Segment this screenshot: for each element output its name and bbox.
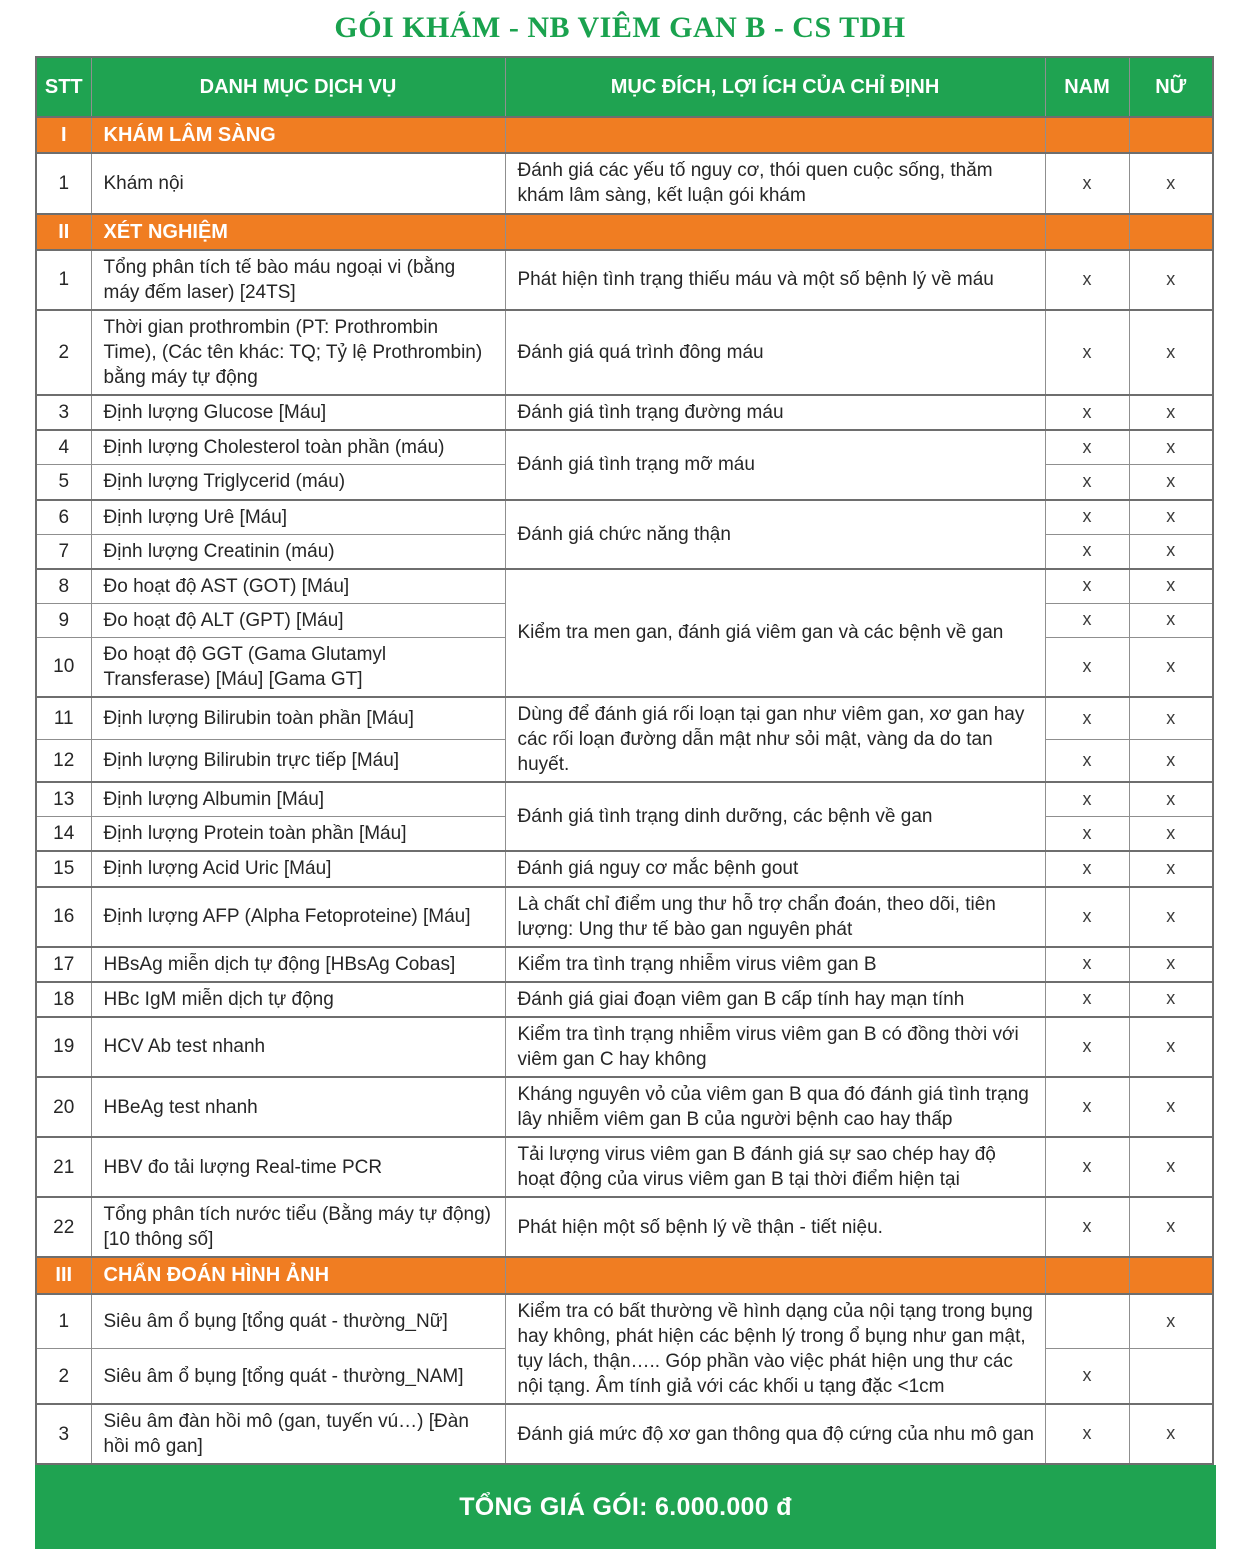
cell-stt: 1 (36, 1294, 91, 1349)
cell-purpose: Đánh giá quá trình đông máu (505, 310, 1045, 395)
cell-purpose: Đánh giá tình trạng đường máu (505, 395, 1045, 430)
cell-purpose: Đánh giá chức năng thận (505, 500, 1045, 569)
cell-male: x (1045, 637, 1129, 697)
cell-stt: 18 (36, 982, 91, 1017)
cell-purpose: Kháng nguyên vỏ của viêm gan B qua đó đánh giá tình trạng lây nhiễm viêm gan B của người bệnh cao hay thấp (505, 1077, 1045, 1137)
cell-service: HBsAg miễn dịch tự động [HBsAg Cobas] (91, 947, 505, 982)
cell-service: Định lượng Bilirubin toàn phần [Máu] (91, 697, 505, 740)
cell-service: Định lượng Urê [Máu] (91, 500, 505, 535)
cell-stt: 3 (36, 395, 91, 430)
cell-stt: 7 (36, 534, 91, 569)
cell-male: x (1045, 153, 1129, 213)
cell-purpose: Kiểm tra tình trạng nhiễm virus viêm gan B có đồng thời với viêm gan C hay không (505, 1017, 1045, 1077)
cell-male: x (1045, 250, 1129, 310)
section-empty-purpose (505, 117, 1045, 153)
cell-female: x (1129, 395, 1213, 430)
cell-male: x (1045, 1349, 1129, 1404)
cell-male: x (1045, 430, 1129, 465)
cell-female: x (1129, 1197, 1213, 1257)
section-title: XÉT NGHIỆM (91, 214, 505, 250)
cell-purpose: Đánh giá nguy cơ mắc bệnh gout (505, 851, 1045, 886)
page-title: GÓI KHÁM - NB VIÊM GAN B - CS TDH (334, 11, 906, 44)
cell-male: x (1045, 603, 1129, 637)
cell-female: x (1129, 250, 1213, 310)
section-empty-purpose (505, 214, 1045, 250)
cell-male: x (1045, 310, 1129, 395)
table-row (36, 1137, 1213, 1197)
section-empty-female (1129, 214, 1213, 250)
cell-stt: 19 (36, 1017, 91, 1077)
table-row (36, 1077, 1213, 1137)
table-header-row (36, 57, 1213, 117)
cell-male: x (1045, 982, 1129, 1017)
cell-service: Tổng phân tích nước tiểu (Bằng máy tự động) [10 thông số] (91, 1197, 505, 1257)
cell-purpose: Kiểm tra có bất thường về hình dạng của nội tạng trong bụng hay không, phát hiện các bệnh lý trong ổ bụng như gan mật, tụy lách, thận….. Góp phần vào việc phát hiện ung thư các nội tạng. Âm tính giả với các khối u tạng đặc <1cm (505, 1294, 1045, 1404)
cell-service: Siêu âm đàn hồi mô (gan, tuyến vú…) [Đàn hồi mô gan] (91, 1404, 505, 1464)
cell-female: x (1129, 982, 1213, 1017)
cell-female: x (1129, 569, 1213, 604)
table-body (36, 117, 1213, 1464)
header-service: DANH MỤC DỊCH VỤ (91, 57, 505, 117)
cell-purpose: Kiểm tra men gan, đánh giá viêm gan và các bệnh về gan (505, 569, 1045, 697)
cell-female: x (1129, 153, 1213, 213)
section-title: KHÁM LÂM SÀNG (91, 117, 505, 153)
section-numeral: II (36, 214, 91, 250)
cell-female: x (1129, 697, 1213, 740)
table-row (36, 1197, 1213, 1257)
cell-female: x (1129, 637, 1213, 697)
cell-female: x (1129, 1404, 1213, 1464)
cell-service: HBeAg test nhanh (91, 1077, 505, 1137)
cell-female: x (1129, 310, 1213, 395)
cell-stt: 14 (36, 817, 91, 852)
cell-purpose: Phát hiện tình trạng thiếu máu và một số bệnh lý về máu (505, 250, 1045, 310)
section-empty-female (1129, 117, 1213, 153)
cell-stt: 8 (36, 569, 91, 604)
cell-female: x (1129, 1017, 1213, 1077)
table-row (36, 851, 1213, 886)
section-header-row (36, 117, 1213, 153)
cell-stt: 6 (36, 500, 91, 535)
table-row (36, 569, 1213, 604)
table-row (36, 782, 1213, 817)
cell-service: Đo hoạt độ AST (GOT) [Máu] (91, 569, 505, 604)
cell-purpose: Là chất chỉ điểm ung thư hỗ trợ chẩn đoán, theo dõi, tiên lượng: Ung thư tế bào gan nguyên phát (505, 887, 1045, 947)
cell-male: x (1045, 817, 1129, 852)
cell-purpose: Đánh giá mức độ xơ gan thông qua độ cứng của nhu mô gan (505, 1404, 1045, 1464)
section-empty-female (1129, 1257, 1213, 1293)
cell-service: Định lượng Albumin [Máu] (91, 782, 505, 817)
cell-male: x (1045, 1197, 1129, 1257)
cell-male: x (1045, 740, 1129, 783)
cell-service: Định lượng Acid Uric [Máu] (91, 851, 505, 886)
cell-male: x (1045, 1404, 1129, 1464)
cell-female: x (1129, 430, 1213, 465)
cell-male: x (1045, 947, 1129, 982)
total-price-label: TỔNG GIÁ GÓI: 6.000.000 đ (459, 1492, 792, 1521)
cell-male (1045, 1294, 1129, 1349)
cell-service: Đo hoạt độ GGT (Gama Glutamyl Transferase) [Máu] [Gama GT] (91, 637, 505, 697)
cell-female: x (1129, 534, 1213, 569)
cell-stt: 9 (36, 603, 91, 637)
table-row (36, 395, 1213, 430)
cell-female: x (1129, 851, 1213, 886)
cell-service: Đo hoạt độ ALT (GPT) [Máu] (91, 603, 505, 637)
table-row (36, 310, 1213, 395)
table-row (36, 697, 1213, 740)
cell-purpose: Kiểm tra tình trạng nhiễm virus viêm gan B (505, 947, 1045, 982)
cell-stt: 16 (36, 887, 91, 947)
table-row (36, 250, 1213, 310)
cell-service: Định lượng Protein toàn phần [Máu] (91, 817, 505, 852)
header-stt: STT (36, 57, 91, 117)
cell-male: x (1045, 500, 1129, 535)
cell-stt: 20 (36, 1077, 91, 1137)
cell-male: x (1045, 1077, 1129, 1137)
cell-purpose: Tải lượng virus viêm gan B đánh giá sự sao chép hay độ hoạt động của virus viêm gan B tại thời điểm hiện tại (505, 1137, 1045, 1197)
cell-stt: 13 (36, 782, 91, 817)
cell-stt: 5 (36, 465, 91, 500)
cell-service: HCV Ab test nhanh (91, 1017, 505, 1077)
cell-purpose: Đánh giá các yếu tố nguy cơ, thói quen cuộc sống, thăm khám lâm sàng, kết luận gói khám (505, 153, 1045, 213)
cell-male: x (1045, 887, 1129, 947)
cell-purpose: Phát hiện một số bệnh lý về thận - tiết niệu. (505, 1197, 1045, 1257)
cell-female: x (1129, 887, 1213, 947)
header-female: NỮ (1129, 57, 1213, 117)
table-row (36, 1294, 1213, 1349)
cell-female: x (1129, 465, 1213, 500)
cell-female: x (1129, 1137, 1213, 1197)
cell-service: HBc IgM miễn dịch tự động (91, 982, 505, 1017)
cell-purpose: Đánh giá tình trạng mỡ máu (505, 430, 1045, 499)
cell-service: Định lượng Bilirubin trực tiếp [Máu] (91, 740, 505, 783)
cell-male: x (1045, 1017, 1129, 1077)
cell-service: Thời gian prothrombin (PT: Prothrombin Time), (Các tên khác: TQ; Tỷ lệ Prothrombin) bằng máy tự động (91, 310, 505, 395)
cell-male: x (1045, 1137, 1129, 1197)
table-row (36, 887, 1213, 947)
cell-stt: 3 (36, 1404, 91, 1464)
cell-female: x (1129, 817, 1213, 852)
section-empty-male (1045, 117, 1129, 153)
cell-service: HBV đo tải lượng Real-time PCR (91, 1137, 505, 1197)
cell-male: x (1045, 465, 1129, 500)
cell-service: Siêu âm ổ bụng [tổng quát - thường_NAM] (91, 1349, 505, 1404)
cell-female: x (1129, 1077, 1213, 1137)
cell-female: x (1129, 500, 1213, 535)
cell-female (1129, 1349, 1213, 1404)
section-header-row (36, 214, 1213, 250)
cell-service: Khám nội (91, 153, 505, 213)
cell-stt: 2 (36, 310, 91, 395)
cell-stt: 15 (36, 851, 91, 886)
cell-stt: 4 (36, 430, 91, 465)
section-header-row (36, 1257, 1213, 1293)
cell-stt: 17 (36, 947, 91, 982)
cell-purpose: Đánh giá giai đoạn viêm gan B cấp tính hay mạn tính (505, 982, 1045, 1017)
section-empty-male (1045, 214, 1129, 250)
section-numeral: III (36, 1257, 91, 1293)
cell-male: x (1045, 569, 1129, 604)
cell-purpose: Dùng để đánh giá rối loạn tại gan như viêm gan, xơ gan hay các rối loạn đường dẫn mật như sỏi mật, vàng da do tan huyết. (505, 697, 1045, 782)
cell-service: Định lượng Creatinin (máu) (91, 534, 505, 569)
cell-service: Tổng phân tích tế bào máu ngoại vi (bằng máy đếm laser) [24TS] (91, 250, 505, 310)
cell-male: x (1045, 697, 1129, 740)
table-row (36, 1404, 1213, 1464)
section-title: CHẨN ĐOÁN HÌNH ẢNH (91, 1257, 505, 1293)
package-table (35, 56, 1214, 1465)
cell-male: x (1045, 395, 1129, 430)
cell-female: x (1129, 1294, 1213, 1349)
table-row (36, 430, 1213, 465)
section-empty-male (1045, 1257, 1129, 1293)
cell-female: x (1129, 782, 1213, 817)
section-empty-purpose (505, 1257, 1045, 1293)
cell-service: Định lượng AFP (Alpha Fetoproteine) [Máu] (91, 887, 505, 947)
cell-stt: 2 (36, 1349, 91, 1404)
cell-male: x (1045, 782, 1129, 817)
cell-stt: 12 (36, 740, 91, 783)
cell-stt: 11 (36, 697, 91, 740)
cell-stt: 21 (36, 1137, 91, 1197)
cell-female: x (1129, 740, 1213, 783)
cell-female: x (1129, 603, 1213, 637)
cell-stt: 1 (36, 250, 91, 310)
table-row (36, 500, 1213, 535)
cell-service: Siêu âm ổ bụng [tổng quát - thường_Nữ] (91, 1294, 505, 1349)
cell-stt: 10 (36, 637, 91, 697)
cell-stt: 1 (36, 153, 91, 213)
cell-service: Định lượng Triglycerid (máu) (91, 465, 505, 500)
section-numeral: I (36, 117, 91, 153)
cell-service: Định lượng Glucose [Máu] (91, 395, 505, 430)
header-male: NAM (1045, 57, 1129, 117)
cell-male: x (1045, 851, 1129, 886)
table-row (36, 947, 1213, 982)
cell-female: x (1129, 947, 1213, 982)
header-purpose: MỤC ĐÍCH, LỢI ÍCH CỦA CHỈ ĐỊNH (505, 57, 1045, 117)
total-price-bar (35, 1465, 1216, 1549)
table-row (36, 1017, 1213, 1077)
cell-service: Định lượng Cholesterol toàn phần (máu) (91, 430, 505, 465)
cell-male: x (1045, 534, 1129, 569)
table-row (36, 153, 1213, 213)
cell-purpose: Đánh giá tình trạng dinh dưỡng, các bệnh về gan (505, 782, 1045, 851)
table-row (36, 982, 1213, 1017)
cell-stt: 22 (36, 1197, 91, 1257)
